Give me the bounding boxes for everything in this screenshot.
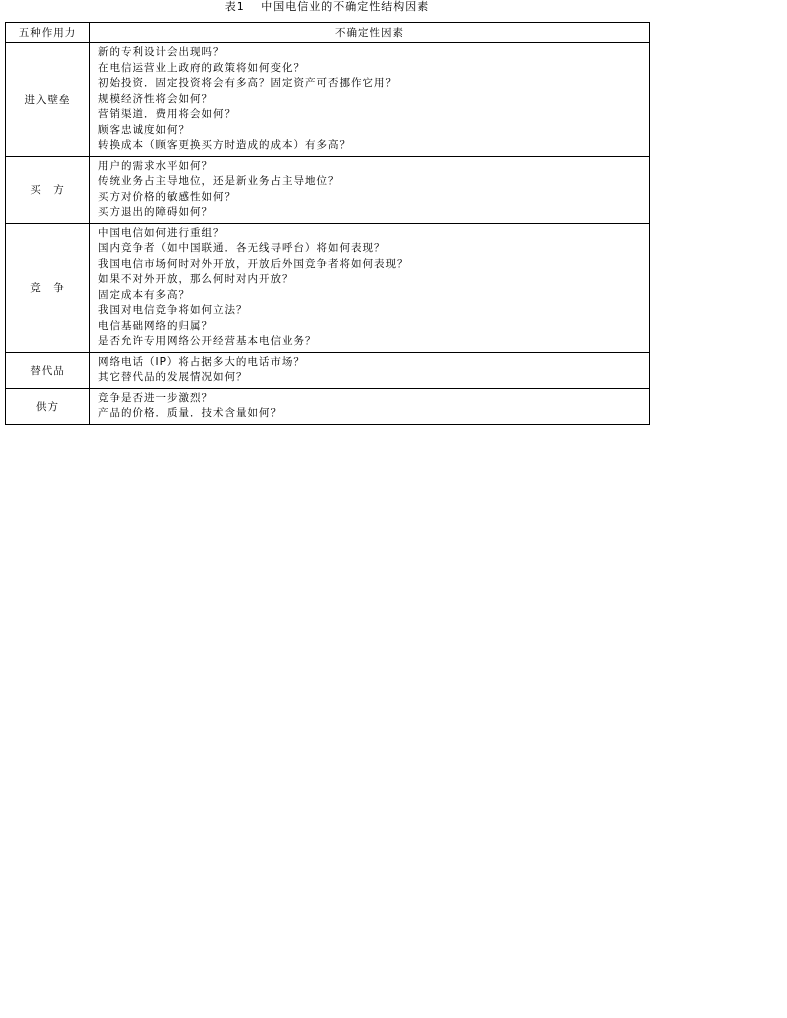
- factor-item: 如果不对外开放，那么何时对内开放？: [98, 273, 294, 285]
- uncertainty-factors-table: [5, 22, 650, 425]
- table-row: [6, 388, 650, 424]
- factor-item: 用户的需求水平如何？: [98, 159, 213, 172]
- factor-item: 在电信运营业上政府的政策将如何变化？: [98, 61, 305, 74]
- table-caption: 表1 中国电信业的不确定性结构因素: [224, 0, 430, 13]
- factor-item: 我国对电信竞争将如何立法？: [98, 304, 248, 316]
- factor-item: 竞争是否进一步激烈？: [98, 391, 213, 404]
- factor-item: 规模经济性将会如何？: [98, 92, 213, 105]
- factor-item: 电信基础网络的归属？: [98, 319, 213, 332]
- factor-list: [90, 352, 650, 388]
- factor-item: 营销渠道．费用将会如何？: [98, 108, 236, 120]
- factor-list: [90, 156, 650, 223]
- table-row: [6, 352, 650, 388]
- factor-list: [90, 43, 650, 157]
- factor-item: 新的专利设计会出现吗？: [98, 46, 225, 58]
- factor-item: 网络电话（IP）将占据多大的电话市场？: [98, 355, 305, 368]
- factor-item: 转换成本（顾客更换买方时造成的成本）有多高？: [98, 139, 351, 151]
- force-label: 买 方: [6, 156, 90, 223]
- factor-item: 其它替代品的发展情况如何？: [98, 371, 248, 383]
- header-forces: 五种作用力: [6, 23, 90, 43]
- force-label: 供方: [6, 388, 90, 424]
- factor-item: 买方对价格的敏感性如何？: [98, 190, 236, 203]
- factor-item: 是否允许专用网络公开经营基本电信业务？: [98, 335, 317, 347]
- header-uncertainty-factors: 不确定性因素: [90, 23, 650, 43]
- factor-item: 我国电信市场何时对外开放，开放后外国竞争者将如何表现？: [98, 257, 409, 270]
- factor-item: 中国电信如何进行重组？: [98, 226, 225, 239]
- factor-item: 传统业务占主导地位，还是新业务占主导地位？: [98, 175, 340, 187]
- table-header-row: [6, 23, 650, 43]
- force-label: 替代品: [6, 352, 90, 388]
- table-row: [6, 43, 650, 157]
- factor-list: [90, 388, 650, 424]
- table-row: [6, 156, 650, 223]
- factor-item: 初始投资．固定投资将会有多高？固定资产可否挪作它用？: [98, 77, 397, 89]
- force-label: 进入壁垒: [6, 43, 90, 157]
- factor-item: 买方退出的障碍如何？: [98, 206, 213, 218]
- factor-item: 固定成本有多高？: [98, 288, 190, 301]
- factor-item: 产品的价格．质量．技术含量如何？: [98, 407, 282, 419]
- force-label: 竞 争: [6, 223, 90, 352]
- factor-list: [90, 223, 650, 352]
- factor-item: 顾客忠诚度如何？: [98, 123, 190, 136]
- factor-item: 国内竞争者（如中国联通．各无线寻呼台）将如何表现？: [98, 242, 386, 254]
- table-row: [6, 223, 650, 352]
